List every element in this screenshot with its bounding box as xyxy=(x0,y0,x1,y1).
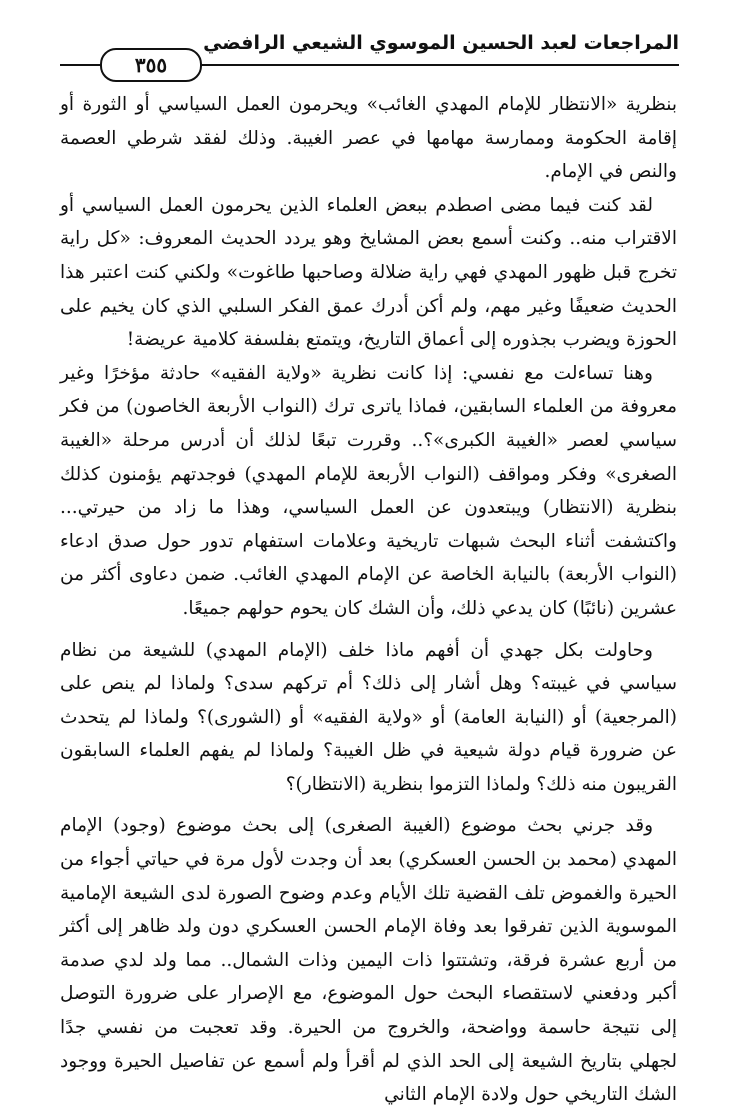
paragraph-1: بنظرية «الانتظار للإمام المهدي الغائب» ويحرمون العمل السياسي أو الثورة أو إقامة الحكومة وممارسة مهامها في عصر الغيبة. وذلك لفقد شرطي العصمة والنص في الإمام. xyxy=(60,94,677,183)
paragraph-2: لقد كنت فيما مضى اصطدم ببعض العلماء الذين يحرمون العمل السياسي أو الاقتراب منه.. وكنت أسمع بعض المشايخ وهو يردد الحديث المعروف: «كل راية تخرج قبل ظهور المهدي فهي راية ضلالة وصاحبها طاغوت» ولكني كنت اعتبر هذا الحديث ضعيفًا وغير مهم، ولم أكن أدرك عمق الفكر السلبي الذي كان يخيم على الحوزة ويضرب بجذوره إلى أعماق التاريخ، ويتمتع بفلسفة كلامية عريضة! xyxy=(60,194,677,351)
paragraph-3: وهنا تساءلت مع نفسي: إذا كانت نظرية «ولاية الفقيه» حادثة مؤخرًا وغير معروفة من العلماء السابقين، فماذا ياترى ترك (النواب الأربعة الخاصون) من فكر سياسي لعصر «الغيبة الكبرى»؟.. وقررت تبعًا لذلك أن أدرس مرحلة «الغيبة الصغرى» وفكر ومواقف (النواب الأربعة للإمام المهدي) فوجدتهم يؤمنون كذلك بنظرية (الانتظار) ويبتعدون عن العمل السياسي، وهذا ما زاد من حيرتي... واكتشفت أثناء البحث شبهات تاريخية وعلامات استفهام تدور حول صدق ادعاء (النواب الأربعة) بالنيابة الخاصة عن الإمام المهدي الغائب. ضمن دعاوى أكثر من عشرين (نائبًا) كان يدعي ذلك، وأن الشك كان يحوم حولهم جميعًا. xyxy=(60,362,677,619)
paragraph-5: وقد جرني بحث موضوع (الغيبة الصغرى) إلى بحث موضوع (وجود) الإمام المهدي (محمد بن الحسن العسكري) بعد أن وجدت لأول مرة في حياتي أجواء من الحيرة والغموض تلف القضية تلك الأيام وعدم وضوح الصورة لدى الشيعة الإمامية الموسوية الذين تفرقوا بعد وفاة الإمام الحسن العسكري دون ولد ظاهر إلى أكثر من أربع عشرة فرقة، وتشتتوا ذات اليمين وذات الشمال.. مما ولد لدي صدمة أكبر ودفعني لاستقصاء البحث حول الموضوع، مع الإصرار على ضرورة التوصل إلى نتيجة حاسمة وواضحة، والخروج من الحيرة. وقد تعجبت من نفسي جدًا لجهلي بتاريخ الشيعة إلى الحد الذي لم أقرأ ولم أسمع عن تفاصيل الحيرة ووجود الشك التاريخي حول ولادة الإمام الثاني xyxy=(60,815,677,1106)
body-text xyxy=(60,88,677,1112)
header-title: المراجعات لعبد الحسين الموسوي الشيعي الرافضي xyxy=(203,32,679,54)
page-number-badge: ٣٥٥ xyxy=(100,48,202,82)
running-header xyxy=(60,28,679,77)
paragraph-4: وحاولت بكل جهدي أن أفهم ماذا خلف (الإمام المهدي) للشيعة من نظام سياسي في غيبته؟ وهل أشار إلى ذلك؟ أم تركهم سدى؟ ولماذا لم ينص على (المرجعية) أو (النيابة العامة) أو «ولاية الفقيه» أو (الشورى)؟ ولماذا لم يتحدث عن ضرورة قيام دولة شيعية في ظل الغيبة؟ ولماذا لم يفهم العلماء السابقون القريبون منه ذلك؟ ولماذا التزموا بنظرية (الانتظار)؟ xyxy=(60,639,677,795)
